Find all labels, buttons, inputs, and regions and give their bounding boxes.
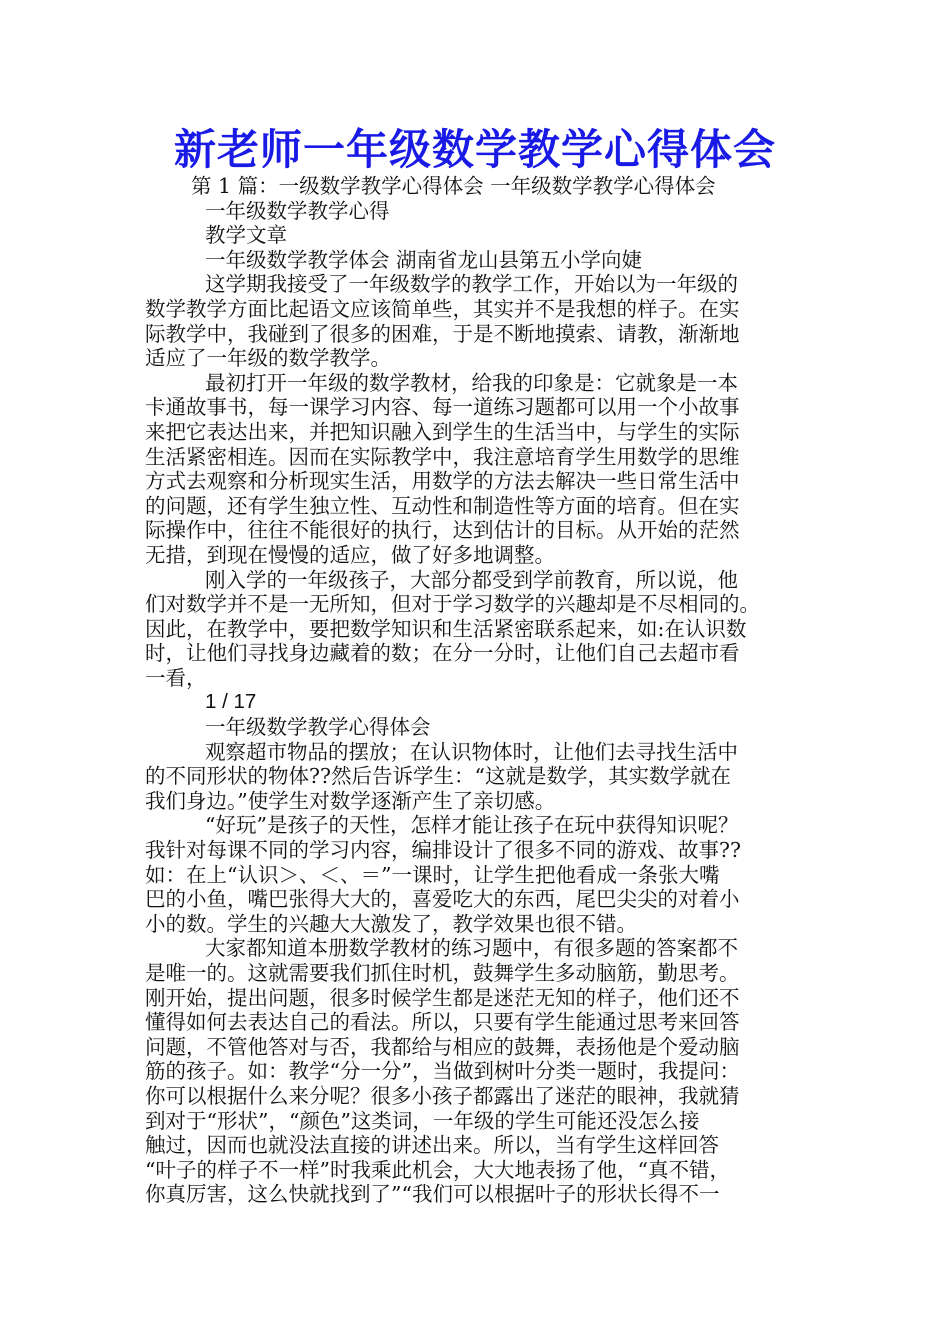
paragraph-line: 如：在上“认识＞、＜、＝”一课时，让学生把他看成一条张大嘴 — [145, 862, 720, 887]
section-heading: 一年级数学教学心得体会 — [205, 715, 431, 740]
paragraph-line: 小的数。学生的兴趣大大激发了，教学效果也很不错。 — [145, 911, 637, 936]
page1-paragraphs — [145, 272, 807, 690]
paragraph-line: 问题，不管他答对与否，我都给与相应的鼓舞，表扬他是个爱动脑 — [145, 1034, 740, 1059]
paragraph-line: 懂得如何去表达自己的看法。所以，只要有学生能通过思考来回答 — [145, 1010, 740, 1035]
paragraph — [145, 272, 807, 370]
paragraph-line: 筋的孩子。如：教学“分一分”，当做到树叶分类一题时，我提问： — [145, 1059, 740, 1084]
paragraph-line: 际操作中，往往不能很好的执行，达到估计的目标。从开始的茫然 — [145, 518, 740, 543]
paragraph — [145, 568, 807, 691]
header-line-4: 一年级数学教学体会 湖南省龙山县第五小学向婕 — [205, 247, 643, 272]
paragraph-line: 因此，在教学中，要把数学知识和生活紧密联系起来，如:在认识数 — [145, 616, 747, 641]
header-line-3: 教学文章 — [205, 223, 287, 248]
paragraph-line: 生活紧密相连。因而在实际教学中，我注意培育学生用数学的思维 — [145, 444, 740, 469]
paragraph-line: 观察超市物品的摆放；在认识物体时，让他们去寻找生活中 — [205, 739, 738, 764]
paragraph-line: 卡通故事书，每一课学习内容、每一道练习题都可以用一个小故事 — [145, 395, 740, 420]
paragraph — [145, 740, 807, 814]
paragraph-line: 刚开始，提出问题，很多时候学生都是迷茫无知的样子，他们还不 — [145, 985, 740, 1010]
paragraph-line: 这学期我接受了一年级数学的教学工作，开始以为一年级的 — [205, 272, 738, 297]
paragraph-line: 触过，因而也就没法直接的讲述出来。所以，当有学生这样回答 — [145, 1133, 719, 1158]
paragraph-line: 的不同形状的物体??然后告诉学生：“这就是数学，其实数学就在 — [145, 764, 731, 789]
paragraph-line: 时，让他们寻找身边藏着的数；在分一分时，让他们自己去超市看 — [145, 641, 740, 666]
paragraph-line: 我针对每课不同的学习内容，编排设计了很多不同的游戏、故事?? — [145, 838, 741, 863]
paragraph-line: 无措，到现在慢慢的适应，做了好多地调整。 — [145, 542, 555, 567]
paragraph-line: 你可以根据什么来分呢？很多小孩子都露出了迷茫的眼神，我就猜 — [145, 1083, 740, 1108]
paragraph-line: 来把它表达出来，并把知识融入到学生的生活当中，与学生的实际 — [145, 419, 740, 444]
paragraph-line: 大家都知道本册数学教材的练习题中，有很多题的答案都不 — [205, 936, 738, 961]
paragraph-line: 一看， — [145, 665, 207, 690]
paragraph-line: 刚入学的一年级孩子，大部分都受到学前教育，所以说，他 — [205, 567, 738, 592]
paragraph-line: 是唯一的。这就需要我们抓住时机，鼓舞学生多动脑筋，勤思考。 — [145, 961, 740, 985]
paragraph-line: 适应了一年级的数学教学。 — [145, 346, 391, 371]
paragraph-line: 们对数学并不是一无所知，但对于学习数学的兴趣却是不尽相同的。 — [145, 592, 760, 617]
header-line-1: 第 1 篇：一级数学教学心得体会 一年级数学教学心得体会 — [191, 174, 716, 198]
page-number: 1 / 17 — [205, 690, 257, 714]
paragraph-line: 际教学中，我碰到了很多的困难，于是不断地摸索、请教，渐渐地 — [145, 321, 740, 346]
paragraph-line: 我们身边。”使学生对数学逐渐产生了亲切感。 — [145, 788, 556, 813]
paragraph-line: “好玩”是孩子的天性，怎样才能让孩子在玩中获得知识呢？ — [205, 813, 739, 838]
paragraph-line: 巴的小鱼，嘴巴张得大大的，喜爱吃大的东西，尾巴尖尖的对着小 — [145, 887, 740, 912]
paragraph-line: 最初打开一年级的数学教材，给我的印象是：它就象是一本 — [205, 370, 738, 395]
document-title: 新老师一年级数学教学心得体会 — [173, 125, 776, 174]
header-line-2: 一年级数学教学心得 — [205, 198, 390, 223]
paragraph-line: 数学教学方面比起语文应该简单些，其实并不是我想的样子。在实 — [145, 296, 740, 321]
paragraph-line: 到对于“形状”，“颜色”这类词，一年级的学生可能还没怎么接 — [145, 1108, 700, 1133]
paragraph — [145, 813, 807, 936]
paragraph-line: 你真厉害，这么快就找到了”“我们可以根据叶子的形状长得不一 — [145, 1182, 720, 1207]
paragraph — [145, 936, 807, 1207]
page2-paragraphs — [145, 740, 807, 1207]
paragraph — [145, 371, 807, 568]
paragraph-line: “叶子的样子不一样”时我乘此机会，大大地表扬了他，“真不错， — [145, 1157, 730, 1182]
paragraph-line: 的问题，还有学生独立性、互动性和制造性等方面的培育。但在实 — [145, 493, 740, 518]
paragraph-line: 方式去观察和分析现实生活，用数学的方法去解决一些日常生活中 — [145, 469, 740, 494]
document-body — [145, 174, 807, 1207]
